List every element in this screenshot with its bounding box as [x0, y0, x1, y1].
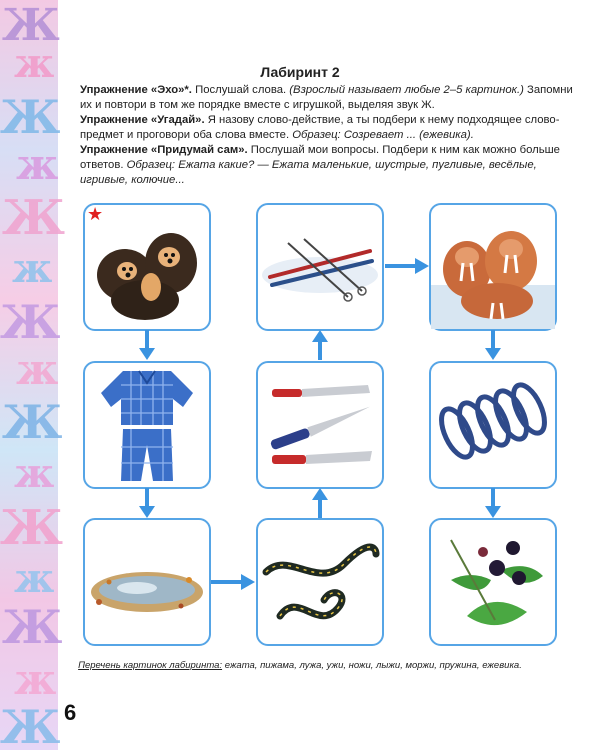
exercise-guess	[80, 113, 580, 143]
card-pruzhina[interactable]	[429, 361, 557, 489]
card-pizhama[interactable]	[83, 361, 211, 489]
walruses-icon	[431, 205, 555, 329]
decorative-letter-strip: Ж ж Ж ж Ж ж Ж ж Ж ж Ж ж Ж ж Ж	[0, 0, 65, 754]
card-uzhi[interactable]	[256, 518, 384, 646]
spring-icon	[431, 363, 555, 487]
exercise-text	[80, 83, 580, 188]
pajamas-icon	[85, 363, 209, 487]
skis-icon	[258, 205, 382, 329]
picture-list	[0, 660, 600, 671]
exercise-invent	[80, 143, 580, 188]
exercise-label: Упражнение «Угадай».	[80, 114, 205, 126]
card-luzha[interactable]	[83, 518, 211, 646]
arrow-down-icon	[485, 330, 501, 360]
page-number: 6	[64, 700, 77, 725]
hedgehogs-icon	[85, 205, 209, 329]
exercise-label: Упражнение «Придумай сам».	[80, 144, 248, 156]
card-nozhi[interactable]	[256, 361, 384, 489]
arrow-down-icon	[485, 488, 501, 518]
arrow-up-icon	[312, 330, 328, 360]
arrow-down-icon	[139, 488, 155, 518]
puddle-icon	[85, 520, 209, 644]
page-title: Лабиринт 2	[260, 64, 340, 80]
card-ezhata[interactable]	[83, 203, 211, 331]
arrow-right-icon	[385, 258, 429, 274]
star-icon: ★	[87, 204, 104, 224]
exercise-label: Упражнение «Эхо»*.	[80, 84, 192, 96]
arrow-up-icon	[312, 488, 328, 518]
exercise-note: Образец: Созревает ... (ежевика).	[292, 129, 474, 141]
exercise-echo	[80, 83, 580, 113]
card-lyzhi[interactable]	[256, 203, 384, 331]
exercise-note: Образец: Ежата какие? — Ежата маленькие, шустрые, пугливые, весёлые, игривые, колючие...	[80, 159, 537, 186]
arrow-right-icon	[211, 574, 255, 590]
exercise-body: Послушай мои вопросы. Подбери к ним как можно больше ответов.	[80, 144, 560, 171]
exercise-body: Запомни их и повтори в том же порядке вместе с игрушкой, выделяя звук Ж.	[80, 84, 573, 111]
exercise-body: Послушай слова.	[191, 84, 290, 96]
blackberry-icon	[431, 520, 555, 644]
arrow-down-icon	[139, 330, 155, 360]
card-ezhevika[interactable]	[429, 518, 557, 646]
exercise-note: (Взрослый называет любые 2–5 картинок.)	[289, 84, 524, 96]
card-morzhi[interactable]	[429, 203, 557, 331]
grass-snakes-icon	[258, 520, 382, 644]
knives-icon	[258, 363, 382, 487]
picture-list-items: ежата, пижама, лужа, ужи, ножи, лыжи, моржи, пружина, ежевика.	[222, 660, 522, 671]
picture-list-label: Перечень картинок лабиринта:	[78, 660, 223, 671]
exercise-body: Я назову слово-действие, а ты подбери к нему подходящее слово-предмет и проговори оба слова вместе.	[80, 114, 560, 141]
